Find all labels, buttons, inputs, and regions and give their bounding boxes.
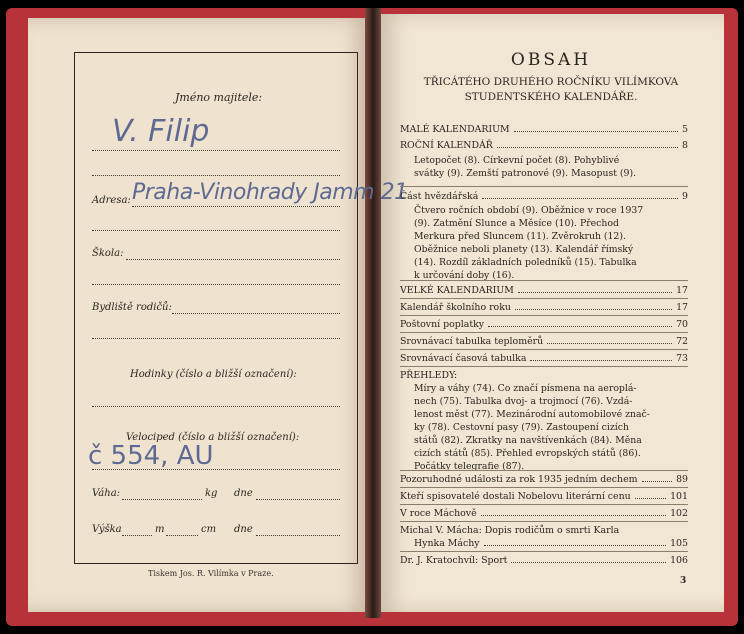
school-line-2 <box>92 284 340 285</box>
owner-line-2 <box>92 175 340 176</box>
bicycle-label: Velociped (číslo a bližší označení): <box>126 432 300 443</box>
toc-entry: Srovnávací časová tabulka 73 <box>400 353 688 364</box>
toc-subtitle-2: STUDENTSKÉHO KALENDÁŘE. <box>464 91 638 103</box>
printer-imprint: Tiskem Jos. R. Vilímka v Praze. <box>148 569 274 578</box>
toc-rule <box>400 186 688 187</box>
address-label: Adresa: <box>92 195 131 206</box>
toc-entry: Pozoruhodné události za rok 1935 jedním dechem 89 <box>400 474 688 485</box>
cm-label: cm <box>201 524 217 535</box>
toc-entry: Michal V. Mácha: Dopis rodičům o smrti Karla <box>400 525 620 536</box>
toc-entry: V roce Máchově 102 <box>400 508 688 519</box>
page-number: 3 <box>680 576 687 586</box>
watch-label: Hodinky (číslo a bližší označení): <box>130 369 297 380</box>
toc-sub-rocni: Letopočet (8). Církevní počet (8). Pohyblivé svátky (9). Zemští patronové (9). Masopust (9). <box>414 155 637 179</box>
height-date-line <box>256 535 340 536</box>
toc-title: OBSAH <box>510 50 592 70</box>
weight-date-line <box>256 499 340 500</box>
bicycle-handwriting: č 554, AU <box>88 441 214 471</box>
address-line-1 <box>132 206 340 207</box>
toc-subtitle-1: TŘICÁTÉHO DRUHÉHO ROČNÍKU VILÍMKOVA <box>423 76 679 88</box>
toc-entry: Hynka Máchy 105 <box>414 538 688 549</box>
height-date-label: dne <box>234 524 253 535</box>
toc-entry: Kalendář školního roku 17 <box>400 302 688 313</box>
watch-line <box>92 406 340 407</box>
toc-entry: PŘEHLEDY: <box>400 370 458 381</box>
height-m-line <box>122 535 152 536</box>
weight-date-label: dne <box>234 488 253 499</box>
toc-entry: Dr. J. Kratochvíl: Sport 106 <box>400 555 688 566</box>
toc-entry: ROČNÍ KALENDÁŘ 8 <box>400 140 688 151</box>
toc-entry: Kteří spisovatelé dostali Nobelovu literární cenu 101 <box>400 491 688 502</box>
owner-line-1 <box>92 150 340 151</box>
parents-line-1 <box>172 313 340 314</box>
toc-sub-hvezdarska: Čtvero ročních období (9). Oběžnice v roce 1937 (9). Zatmění Slunce a Měsíce (10). Přechod Merkura před Sluncem (11). Zvěrokruh (12). Oběžnice neboli planety (13). Kalendář římský (14). Rozdíl základních poledníků (15). Tabulka k určování doby (16). <box>414 205 644 281</box>
weight-line <box>122 499 202 500</box>
height-cm-line <box>166 535 198 536</box>
toc-entry: MALÉ KALENDARIUM 5 <box>400 124 688 135</box>
m-label: m <box>155 524 165 535</box>
bicycle-line <box>92 469 340 470</box>
school-line-1 <box>126 259 340 260</box>
parents-line-2 <box>92 338 340 339</box>
toc-entry: VELKÉ KALENDARIUM 17 <box>400 285 688 296</box>
parents-label: Bydliště rodičů: <box>92 302 172 313</box>
toc-rule <box>400 280 688 281</box>
owner-label: Jméno majitele: <box>175 91 263 104</box>
owner-handwriting: V. Filip <box>112 114 210 149</box>
kg-label: kg <box>205 488 218 499</box>
toc-sub-prehledy: Míry a váhy (74). Co značí písmena na aeroplá- nech (75). Tabulka dvoj- a trojmocí (76). Vzdá- lenost měst (77). Mezinárodní automobilové znač- ky (78). Cestovní pasy (79). Zastoupení cizích států (82). Zkratky na navštívenkách (84). Měna cizích států (85). Přehled evropských států (86). Počátky telegrafie (87). <box>414 383 650 472</box>
height-label: Výška <box>92 524 122 535</box>
toc-entry: Část hvězdářská 9 <box>400 191 688 202</box>
school-label: Škola: <box>92 248 124 259</box>
weight-label: Váha: <box>92 488 121 499</box>
toc-entry: Srovnávací tabulka teploměrů 72 <box>400 336 688 347</box>
address-line-2 <box>92 230 340 231</box>
address-handwriting: Praha-Vinohrady Jamm 21 <box>132 180 408 205</box>
toc-entry: Poštovní poplatky 70 <box>400 319 688 330</box>
